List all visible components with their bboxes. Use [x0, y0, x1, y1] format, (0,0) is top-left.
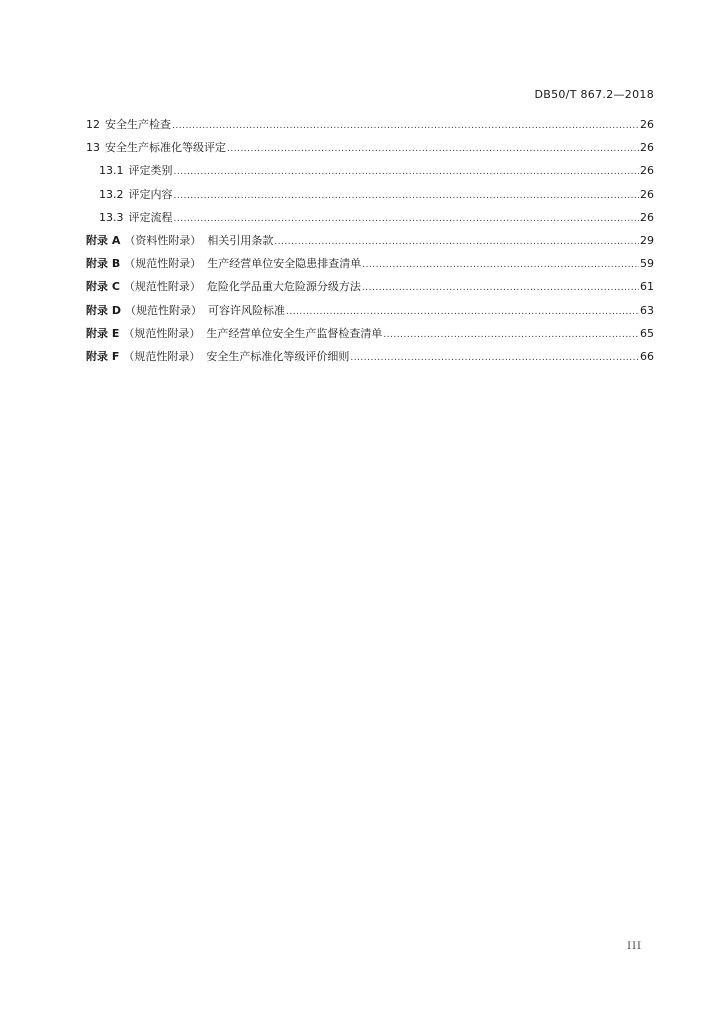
appendix-title: 相关引用条款: [207, 233, 274, 247]
toc-entry-title: 评定类别: [128, 164, 173, 178]
toc-entry-13-3[interactable]: [86, 209, 654, 232]
appendix-prefix: 附录 D: [86, 303, 121, 317]
appendix-page: 59: [640, 257, 654, 271]
toc-entry-number: 13: [86, 141, 100, 155]
toc-entry-number: 12: [86, 118, 100, 131]
appendix-title: 生产经营单位安全隐患排查清单: [207, 257, 362, 271]
toc-entry-number: 13.3: [99, 210, 124, 224]
appendix-page: 66: [640, 349, 654, 363]
toc-entry-13-1[interactable]: [86, 162, 654, 185]
appendix-prefix: 附录 B: [86, 257, 121, 271]
leader-dots: [362, 260, 639, 270]
appendix-type: （规范性附录）: [123, 326, 201, 340]
toc-entry-title: 安全生产标准化等级评定: [105, 141, 226, 155]
toc-entry-page: 26: [640, 187, 654, 201]
appendix-title: 危险化学品重大危险源分级方法: [206, 280, 361, 294]
leader-dots: [383, 330, 639, 340]
toc-entry-number: 13.2: [99, 187, 124, 201]
leader-dots: [286, 307, 639, 317]
leader-dots: [174, 167, 640, 177]
toc-appendix-c[interactable]: [86, 278, 654, 301]
appendix-page: 65: [640, 326, 654, 340]
appendix-type: （资料性附录）: [124, 233, 202, 247]
toc-entry-title: 评定流程: [128, 210, 173, 224]
toc-entry-title: 评定内容: [128, 187, 173, 201]
appendix-title: 生产经营单位安全生产监督检查清单: [206, 326, 383, 340]
toc-appendix-f[interactable]: [86, 348, 654, 371]
toc-entry-12[interactable]: [86, 116, 654, 139]
appendix-type: （规范性附录）: [124, 257, 202, 271]
toc-entry-page: 26: [640, 210, 654, 224]
appendix-type: （规范性附录）: [123, 349, 201, 363]
appendix-type: （规范性附录）: [124, 303, 202, 317]
appendix-page: 29: [640, 233, 654, 247]
appendix-prefix: 附录 C: [86, 280, 120, 294]
toc-appendix-d[interactable]: [86, 302, 654, 325]
appendix-title: 可容许风险标准: [207, 303, 285, 317]
toc-appendix-a[interactable]: [86, 232, 654, 255]
toc-entry-number: 13.1: [99, 164, 124, 178]
appendix-prefix: 附录 A: [86, 233, 121, 247]
appendix-page: 63: [640, 303, 654, 317]
toc-entry-page: 26: [640, 141, 654, 155]
toc-entry-13[interactable]: [86, 139, 654, 162]
leader-dots: [274, 237, 639, 247]
leader-dots: [350, 353, 639, 363]
leader-dots: [172, 121, 639, 131]
toc-entry-title: 安全生产检查: [105, 118, 171, 131]
leader-dots: [362, 283, 639, 293]
toc-appendix-e[interactable]: [86, 325, 654, 348]
appendix-type: （规范性附录）: [123, 280, 201, 294]
appendix-prefix: 附录 E: [86, 326, 120, 340]
document-code: DB50/T 867.2—2018: [534, 88, 654, 101]
toc-appendix-b[interactable]: [86, 255, 654, 278]
toc-entry-13-2[interactable]: [86, 186, 654, 209]
leader-dots: [227, 144, 639, 154]
leader-dots: [174, 214, 640, 224]
page-number: III: [627, 941, 642, 952]
toc-entry-page: 26: [640, 118, 654, 131]
leader-dots: [174, 191, 640, 201]
appendix-prefix: 附录 F: [86, 349, 120, 363]
appendix-title: 安全生产标准化等级评价细则: [206, 349, 350, 363]
appendix-page: 61: [640, 280, 654, 294]
table-of-contents: [86, 116, 654, 371]
toc-entry-page: 26: [640, 164, 654, 178]
